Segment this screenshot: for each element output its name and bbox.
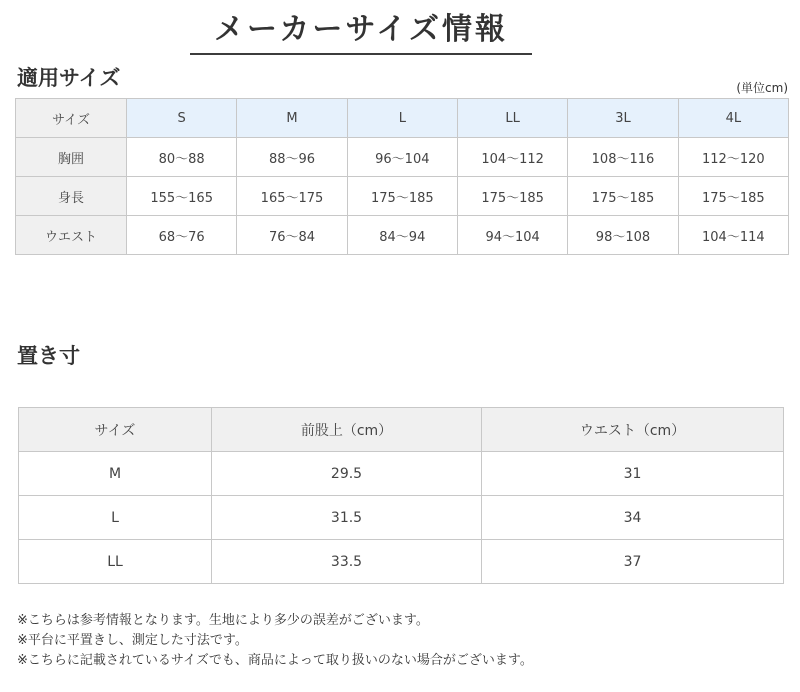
table-cell: 175〜185 <box>457 177 567 216</box>
row-label-chest: 胸囲 <box>16 138 127 177</box>
table-cell: 112〜120 <box>678 138 788 177</box>
unit-note: (単位cm) <box>736 81 788 95</box>
table-row <box>16 216 789 255</box>
row-label-m: M <box>19 452 212 496</box>
placement-section-heading: 置き寸 <box>17 344 80 368</box>
table-cell: 104〜112 <box>457 138 567 177</box>
size-col-4l: 4L <box>678 99 788 138</box>
placement-table-corner: サイズ <box>19 408 212 452</box>
size-col-ll: LL <box>457 99 567 138</box>
size-col-m: M <box>237 99 347 138</box>
table-cell: 175〜185 <box>568 177 678 216</box>
table-cell: 175〜185 <box>347 177 457 216</box>
table-cell: 94〜104 <box>457 216 567 255</box>
table-cell: 98〜108 <box>568 216 678 255</box>
table-cell: 34 <box>482 496 784 540</box>
note-line: ※平台に平置きし、測定した寸法です。 <box>17 633 248 648</box>
table-cell: 165〜175 <box>237 177 347 216</box>
table-cell: 175〜185 <box>678 177 788 216</box>
row-label-height: 身長 <box>16 177 127 216</box>
notes <box>17 611 533 671</box>
table-cell: 68〜76 <box>127 216 237 255</box>
row-label-ll: LL <box>19 540 212 584</box>
note-line: ※こちらに記載されているサイズでも、商品によって取り扱いのない場合がございます。 <box>17 653 533 668</box>
table-cell: 31.5 <box>212 496 482 540</box>
size-col-l: L <box>347 99 457 138</box>
size-col-3l: 3L <box>568 99 678 138</box>
size-col-s: S <box>127 99 237 138</box>
size-table-corner: サイズ <box>16 99 127 138</box>
size-table-header-row <box>16 99 789 138</box>
placement-table-header-row <box>19 408 784 452</box>
title-underline <box>190 53 532 55</box>
table-cell: 88〜96 <box>237 138 347 177</box>
table-row <box>16 138 789 177</box>
placement-table <box>18 407 784 584</box>
table-cell: 96〜104 <box>347 138 457 177</box>
size-section-heading: 適用サイズ <box>17 66 121 90</box>
table-cell: 155〜165 <box>127 177 237 216</box>
col-waist: ウエスト（cm） <box>482 408 784 452</box>
table-row <box>16 177 789 216</box>
table-cell: 31 <box>482 452 784 496</box>
table-row <box>19 452 784 496</box>
table-cell: 84〜94 <box>347 216 457 255</box>
table-cell: 108〜116 <box>568 138 678 177</box>
page-title: メーカーサイズ情報 <box>214 12 508 47</box>
table-row <box>19 540 784 584</box>
size-table <box>15 98 789 255</box>
col-front-rise: 前股上（cm） <box>212 408 482 452</box>
row-label-waist: ウエスト <box>16 216 127 255</box>
table-cell: 37 <box>482 540 784 584</box>
table-row <box>19 496 784 540</box>
table-cell: 80〜88 <box>127 138 237 177</box>
table-cell: 33.5 <box>212 540 482 584</box>
table-cell: 29.5 <box>212 452 482 496</box>
table-cell: 104〜114 <box>678 216 788 255</box>
table-cell: 76〜84 <box>237 216 347 255</box>
row-label-l: L <box>19 496 212 540</box>
note-line: ※こちらは参考情報となります。生地により多少の誤差がございます。 <box>17 613 429 628</box>
